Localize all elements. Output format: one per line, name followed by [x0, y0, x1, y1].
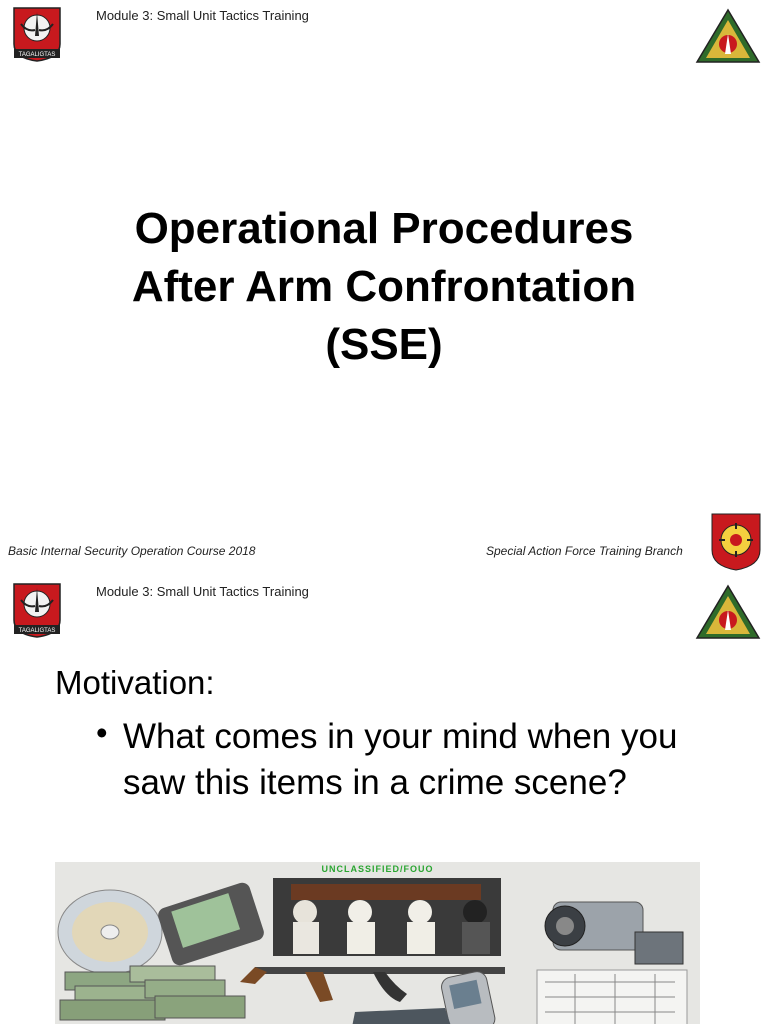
laptop-icon: [351, 1008, 453, 1024]
camcorder-icon: [545, 902, 683, 964]
title-line-2: After Arm Confrontation: [131, 262, 637, 311]
title-line-3: (SSE): [325, 320, 443, 369]
classification-banner: UNCLASSIFIED/FOUO: [321, 864, 434, 874]
tagaligtas-emblem-icon: [8, 580, 66, 638]
mobile-phone-icon: [440, 970, 497, 1024]
slide-title: [0, 200, 768, 374]
slide-2: [0, 576, 768, 1024]
module-label: Module 3: Small Unit Tactics Training: [96, 584, 309, 599]
title-line-1: Operational Procedures: [134, 204, 634, 253]
saf-seal-icon: [708, 510, 764, 572]
training-branch-emblem-icon: [695, 8, 761, 64]
bullet-dot-icon: •: [96, 714, 108, 751]
cash-stacks-icon: [60, 966, 245, 1020]
motivation-heading: Motivation:: [55, 664, 215, 701]
left-logo-caption: TAGALIGTAS: [18, 52, 56, 58]
tagaligtas-emblem-icon: [8, 4, 66, 62]
cd-disc-icon: [58, 890, 162, 974]
module-label: Module 3: Small Unit Tactics Training: [96, 8, 309, 23]
course-footer: Basic Internal Security Operation Course 2018: [8, 544, 256, 558]
evidence-collage-image: [55, 862, 700, 1024]
training-branch-emblem-icon: [695, 584, 761, 640]
pda-device-icon: [156, 881, 266, 968]
bullet-item: [96, 714, 696, 806]
group-photo-icon: [273, 878, 501, 956]
branch-footer: Special Action Force Training Branch: [486, 544, 683, 558]
schematic-diagram-icon: [537, 970, 687, 1024]
bullet-text: What comes in your mind when you saw this items in a crime scene?: [123, 717, 678, 802]
left-logo-caption: TAGALIGTAS: [18, 628, 56, 634]
collage-drawing: [55, 862, 700, 1024]
